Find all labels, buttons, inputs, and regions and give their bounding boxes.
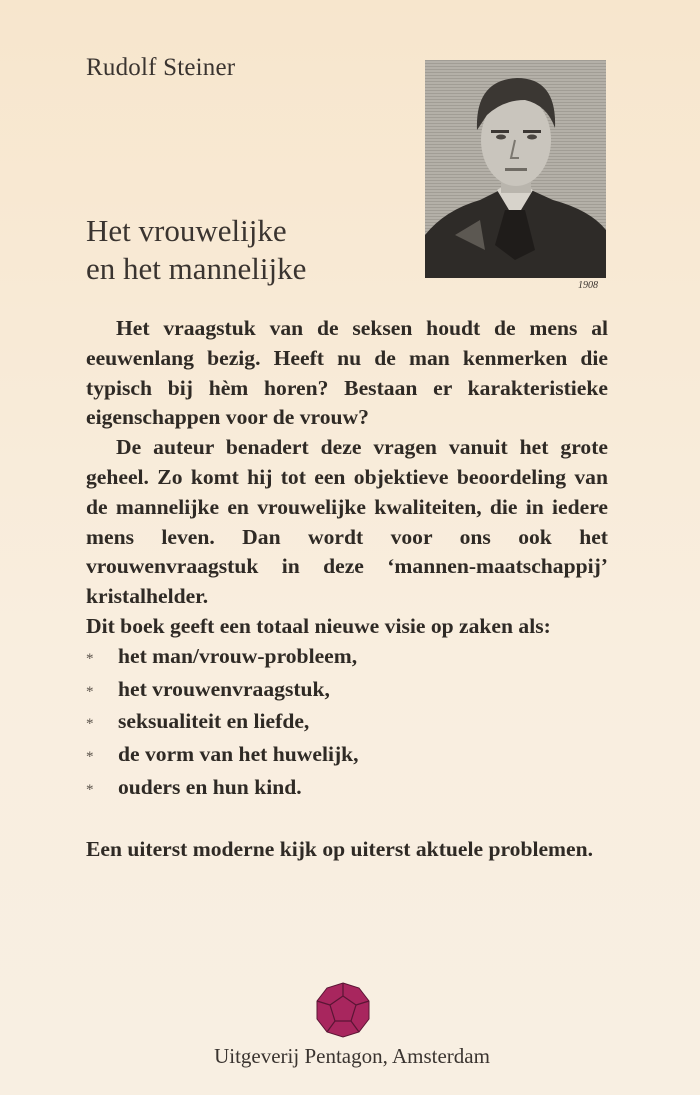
topic-item: * het vrouwenvraagstuk,	[86, 675, 608, 708]
author-portrait-photo	[425, 60, 606, 278]
book-title	[86, 212, 306, 288]
photo-caption: 1908	[578, 280, 598, 291]
title-line-1: Het vrouwelijke	[86, 213, 287, 248]
publisher-name: Uitgeverij Pentagon, Amsterdam	[214, 1044, 490, 1068]
blurb-paragraph-3: Dit boek geeft een totaal nieuwe visie op zaken als:	[86, 613, 551, 638]
portrait-icon	[425, 60, 606, 278]
topic-item: * seksualiteit en liefde,	[86, 707, 608, 740]
blurb-text	[86, 314, 608, 865]
asterisk-bullet-icon: *	[86, 749, 94, 766]
asterisk-bullet-icon: *	[86, 683, 94, 700]
topic-item: * de vorm van het huwelijk,	[86, 740, 608, 773]
topic-list	[86, 642, 608, 806]
asterisk-bullet-icon: *	[86, 781, 94, 798]
topic-item: * ouders en hun kind.	[86, 773, 608, 806]
asterisk-bullet-icon: *	[86, 716, 94, 733]
blurb-paragraph-2: De auteur benadert deze vragen vanuit het grote geheel. Zo komt hij tot een objektieve beoordeling van de mannelijke en vrouwelijke kwaliteiten, die in iedere mens leven. Dan wordt voor ons ook het vrouwenvraagstuk in deze ‘mannen-maatschappij’ kristalhelder.	[86, 435, 608, 609]
blurb-closing: Een uiterst moderne kijk op uiterst aktuele problemen.	[86, 836, 594, 861]
blurb-paragraph-1: Het vraagstuk van de seksen houdt de mens al eeuwenlang bezig. Heeft nu de man kenmerken die typisch bij hèm horen? Bestaan er karakteristieke eigenschappen voor de vrouw?	[86, 316, 608, 430]
title-line-2: en het mannelijke	[86, 251, 307, 286]
asterisk-bullet-icon: *	[86, 650, 94, 667]
topic-item: * het man/vrouw-probleem,	[86, 642, 608, 675]
dodecahedron-logo-icon	[314, 981, 372, 1039]
author-name: Rudolf Steiner	[86, 54, 236, 81]
